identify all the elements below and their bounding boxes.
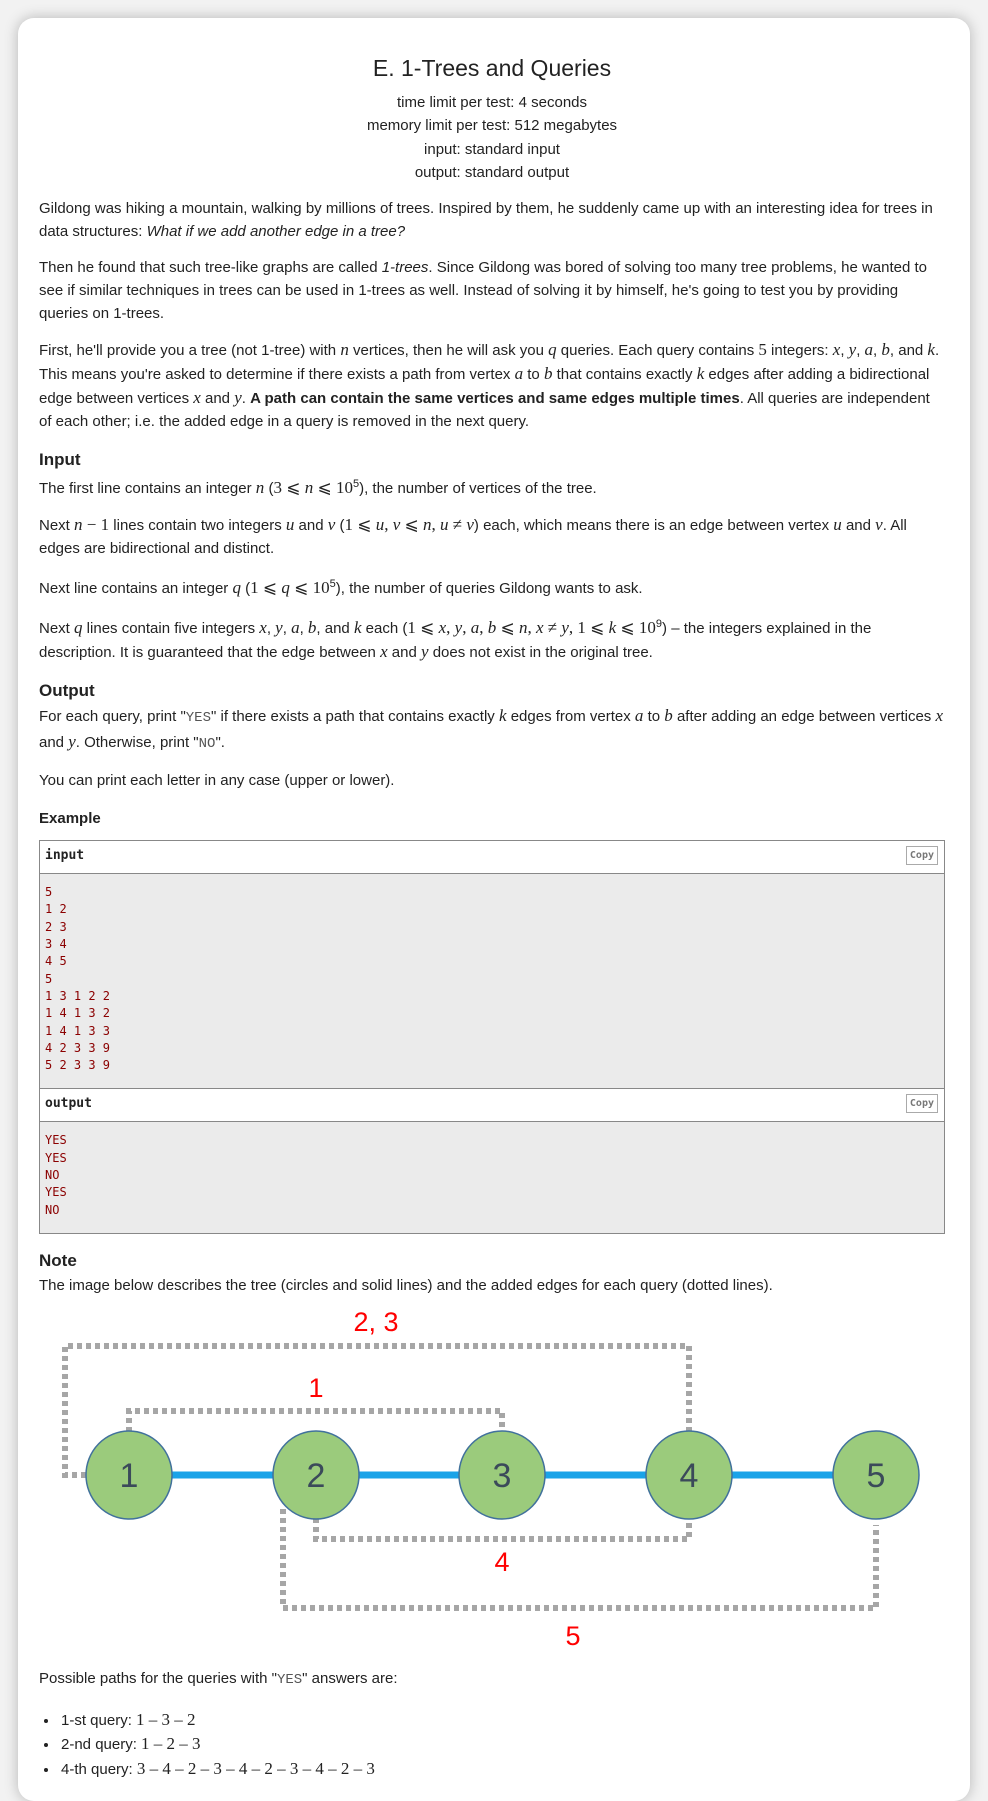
text: ( xyxy=(335,517,345,535)
query-label: 1 xyxy=(308,1372,324,1403)
math-var: k xyxy=(927,340,935,360)
text: , xyxy=(299,620,308,638)
legend-paragraph xyxy=(39,256,945,325)
math: 1 ⩽ xyxy=(344,515,376,535)
text: Possible paths for the queries with " xyxy=(39,1669,277,1687)
math-var: u xyxy=(440,515,449,535)
text: , and xyxy=(889,342,928,360)
math-var: x xyxy=(832,340,841,360)
math-var: x xyxy=(535,618,544,638)
text: and xyxy=(39,734,69,752)
math-var: x xyxy=(935,706,944,726)
superscript: 5 xyxy=(352,478,360,491)
note-intro: The image below describes the tree (circles and solid lines) and the added edges for each query (dotted lines). xyxy=(39,1276,773,1294)
input-paragraph xyxy=(39,613,945,664)
math-var: b xyxy=(487,618,497,638)
math-var: y xyxy=(848,340,857,360)
math-var: x xyxy=(193,388,201,408)
math-var: y xyxy=(68,732,76,752)
memory-limit: memory limit per test: 512 megabytes xyxy=(366,117,618,135)
math: , xyxy=(431,515,441,535)
math-var: x xyxy=(259,618,267,638)
math: ≠ xyxy=(543,618,562,638)
math: ⩽ xyxy=(400,515,424,535)
math-var: n xyxy=(74,515,83,535)
output-heading: Output xyxy=(39,681,95,701)
text: that contains exactly xyxy=(552,366,697,384)
query-5-edge xyxy=(283,1509,876,1608)
query-label: 4 xyxy=(494,1546,510,1577)
text: each ( xyxy=(361,620,408,638)
sample-output-header xyxy=(40,1088,944,1122)
math-var: q xyxy=(281,578,290,598)
text: 2-nd query: xyxy=(61,1736,142,1754)
math-var: v xyxy=(392,515,401,535)
math-var: a xyxy=(864,340,874,360)
query-label: 2, 3 xyxy=(353,1306,399,1337)
text: edges after adding a bidirectional edge between vertices xyxy=(39,366,930,408)
text: For each query, print " xyxy=(39,708,186,726)
superscript: 5 xyxy=(329,578,336,591)
text: edges from vertex xyxy=(506,708,635,726)
text: " if there exists a path that contains exactly xyxy=(211,708,499,726)
example-heading: Example xyxy=(39,810,101,828)
sample-test xyxy=(39,840,945,1234)
math-var: q xyxy=(548,340,557,360)
sample-input-header xyxy=(40,841,944,874)
sample-output[interactable]: YES YES NO YES NO xyxy=(40,1122,944,1232)
math-var: n xyxy=(340,340,349,360)
math: , xyxy=(384,515,393,535)
text: to xyxy=(643,708,665,726)
math-var: u xyxy=(833,515,842,535)
text: 1-st query: xyxy=(61,1711,137,1729)
math-var: k xyxy=(498,706,507,726)
italic-text: 1-trees xyxy=(381,259,429,277)
paths-list xyxy=(39,1708,945,1782)
text: queries. Each query contains xyxy=(556,342,759,360)
math-var: n xyxy=(518,618,528,638)
text: , and xyxy=(316,620,354,638)
tree-node-label: 4 xyxy=(679,1456,699,1495)
copy-input-button[interactable]: Copy xyxy=(906,846,938,865)
tree-diagram xyxy=(39,1305,945,1661)
text: . Since Gildong was bored of solving too many tree problems, he wanted to see if similar techniques in trees can be used in 1-trees as well. Instead of solving it by himself, he's going to test you by providing queries on 1-trees. xyxy=(39,259,928,323)
math-var: n xyxy=(423,515,432,535)
math: 1 – 2 – 3 xyxy=(141,1734,201,1754)
math: , xyxy=(462,618,471,638)
text: to xyxy=(523,366,544,384)
math: ⩽ 10 xyxy=(616,618,656,638)
input-heading: Input xyxy=(39,450,81,470)
text: , xyxy=(266,620,276,638)
text: ) – the integers explained in the description. It is guaranteed that the edge between xyxy=(39,620,872,662)
tree-node-label: 5 xyxy=(866,1456,886,1495)
tree-node-label: 2 xyxy=(306,1456,326,1495)
math-var: x xyxy=(380,642,388,662)
code-text: YES xyxy=(276,1671,303,1688)
text: , xyxy=(282,620,292,638)
math: , xyxy=(479,618,488,638)
math-var: y xyxy=(275,618,283,638)
math-var: b xyxy=(307,618,317,638)
math: ⩽ 10 xyxy=(289,578,330,598)
output-paragraph xyxy=(39,769,945,792)
text: lines contain five integers xyxy=(82,620,260,638)
math-var: a xyxy=(291,618,300,638)
time-limit: time limit per test: 4 seconds xyxy=(396,94,588,111)
math: − 1 xyxy=(82,515,110,535)
math-var: b xyxy=(664,706,673,726)
math-var: y xyxy=(454,618,463,638)
sample-input[interactable]: 5 1 2 2 3 3 4 4 5 5 1 3 1 2 2 1 4 1 3 2 1 4 1 3 3 4 2 3 3 9 5 2 3 3 9 xyxy=(40,874,944,1088)
output-paragraph xyxy=(39,704,945,756)
tree-node-label: 1 xyxy=(119,1456,139,1495)
path-item xyxy=(59,1757,945,1782)
math: ≠ xyxy=(448,515,467,535)
path-item xyxy=(59,1732,945,1757)
code-text: NO xyxy=(198,736,216,753)
math: 5 xyxy=(758,340,767,360)
math-var: k xyxy=(608,618,617,638)
superscript: 9 xyxy=(655,618,663,631)
math-var: q xyxy=(74,618,83,638)
math: 3 – 4 – 2 – 3 – 4 – 2 – 3 – 4 – 2 – 3 xyxy=(136,1758,375,1778)
text: Next line contains an integer xyxy=(39,580,233,598)
text: ( xyxy=(264,480,274,498)
text: , xyxy=(856,342,865,360)
text: ), the number of queries Gildong wants to ask. xyxy=(335,580,643,598)
math-var: x xyxy=(438,618,447,638)
text: after adding an edge between vertices xyxy=(672,708,936,726)
text: and xyxy=(387,644,421,662)
math-var: n xyxy=(304,478,314,498)
note-heading: Note xyxy=(39,1250,77,1270)
output-file: output: standard output xyxy=(414,163,570,181)
text: . This means you're asked to determine if there exists a path from vertex xyxy=(39,342,940,384)
math: , 1 ⩽ xyxy=(568,618,609,638)
italic-text: What if we add another edge in a tree? xyxy=(146,223,406,241)
text: First, he'll provide you a tree (not 1-tree) with xyxy=(39,342,341,360)
math-var: b xyxy=(543,364,553,384)
legend-paragraph xyxy=(39,197,945,243)
problem-card xyxy=(18,18,970,1801)
math-var: y xyxy=(561,618,569,638)
tree-node-label: 3 xyxy=(492,1456,512,1495)
math: ⩽ xyxy=(496,618,519,638)
math-var: k xyxy=(353,618,362,638)
text: , xyxy=(840,342,849,360)
text: integers: xyxy=(766,342,833,360)
bold-text: A path can contain the same vertices and same edges multiple times xyxy=(250,390,740,408)
text: . xyxy=(241,390,251,408)
input-file: input: standard input xyxy=(424,140,560,158)
text: . All queries are independent of each other; i.e. the added edge in a query is removed in the next query. xyxy=(39,390,930,431)
text: lines contain two integers xyxy=(109,517,286,535)
text: ( xyxy=(240,580,251,598)
math-var: q xyxy=(232,578,241,598)
text: and xyxy=(294,517,328,535)
math-var: b xyxy=(881,340,890,360)
legend-paragraph xyxy=(39,338,945,433)
paths-intro xyxy=(39,1667,945,1692)
sample-output-label: output xyxy=(45,1096,92,1112)
math-var: a xyxy=(470,618,480,638)
sample-input-label: input xyxy=(45,848,85,864)
text: The first line contains an integer xyxy=(39,480,256,498)
query-4-edge xyxy=(316,1518,689,1539)
text: . Otherwise, print " xyxy=(75,734,199,752)
math-var: v xyxy=(875,515,883,535)
math-var: u xyxy=(375,515,385,535)
math-var: y xyxy=(234,388,242,408)
path-item xyxy=(59,1708,945,1733)
text: You can print each letter in any case (upper or lower). xyxy=(39,772,395,790)
math-var: k xyxy=(696,364,705,384)
math-var: v xyxy=(466,515,474,535)
math: 1 ⩽ xyxy=(250,578,282,598)
math: 3 ⩽ xyxy=(273,478,305,498)
math-var: y xyxy=(421,642,429,662)
text: vertices, then he will ask you xyxy=(348,342,549,360)
math: ⩽ 10 xyxy=(313,478,353,498)
math-var: u xyxy=(285,515,295,535)
input-paragraph xyxy=(39,513,945,560)
text: Then he found that such tree-like graphs are called xyxy=(39,259,382,277)
input-paragraph xyxy=(39,473,945,500)
copy-output-button[interactable]: Copy xyxy=(906,1094,938,1113)
math-var: v xyxy=(327,515,336,535)
math: , xyxy=(527,618,536,638)
problem-limits xyxy=(39,91,945,184)
math-var: n xyxy=(255,478,265,498)
math: , xyxy=(446,618,455,638)
math-var: a xyxy=(634,706,644,726)
text: " answers are: xyxy=(302,1669,398,1687)
text: Next xyxy=(39,620,75,638)
problem-title: E. 1-Trees and Queries xyxy=(372,55,612,81)
input-paragraph xyxy=(39,573,945,600)
math: 1 – 3 – 2 xyxy=(136,1709,196,1729)
text: 4-th query: xyxy=(61,1760,137,1778)
text: ), the number of vertices of the tree. xyxy=(359,480,597,498)
text: ". xyxy=(215,734,225,752)
problem-statement xyxy=(39,18,945,1801)
text: and xyxy=(200,390,235,408)
text: . All edges are bidirectional and distinct. xyxy=(39,517,907,558)
text: does not exist in the original tree. xyxy=(428,644,653,662)
code-text: YES xyxy=(185,710,211,727)
text: Next xyxy=(39,517,75,535)
text: Gildong was hiking a mountain, walking by millions of trees. Inspired by them, he suddenly came up with an interesting idea for trees in data structures: xyxy=(39,200,933,241)
query-1-edge xyxy=(129,1411,502,1432)
text: and xyxy=(841,517,876,535)
math: 1 ⩽ xyxy=(407,618,439,638)
query-label: 5 xyxy=(565,1620,581,1651)
math-var: a xyxy=(514,364,524,384)
text: ) each, which means there is an edge between vertex xyxy=(473,517,834,535)
text: , xyxy=(873,342,882,360)
